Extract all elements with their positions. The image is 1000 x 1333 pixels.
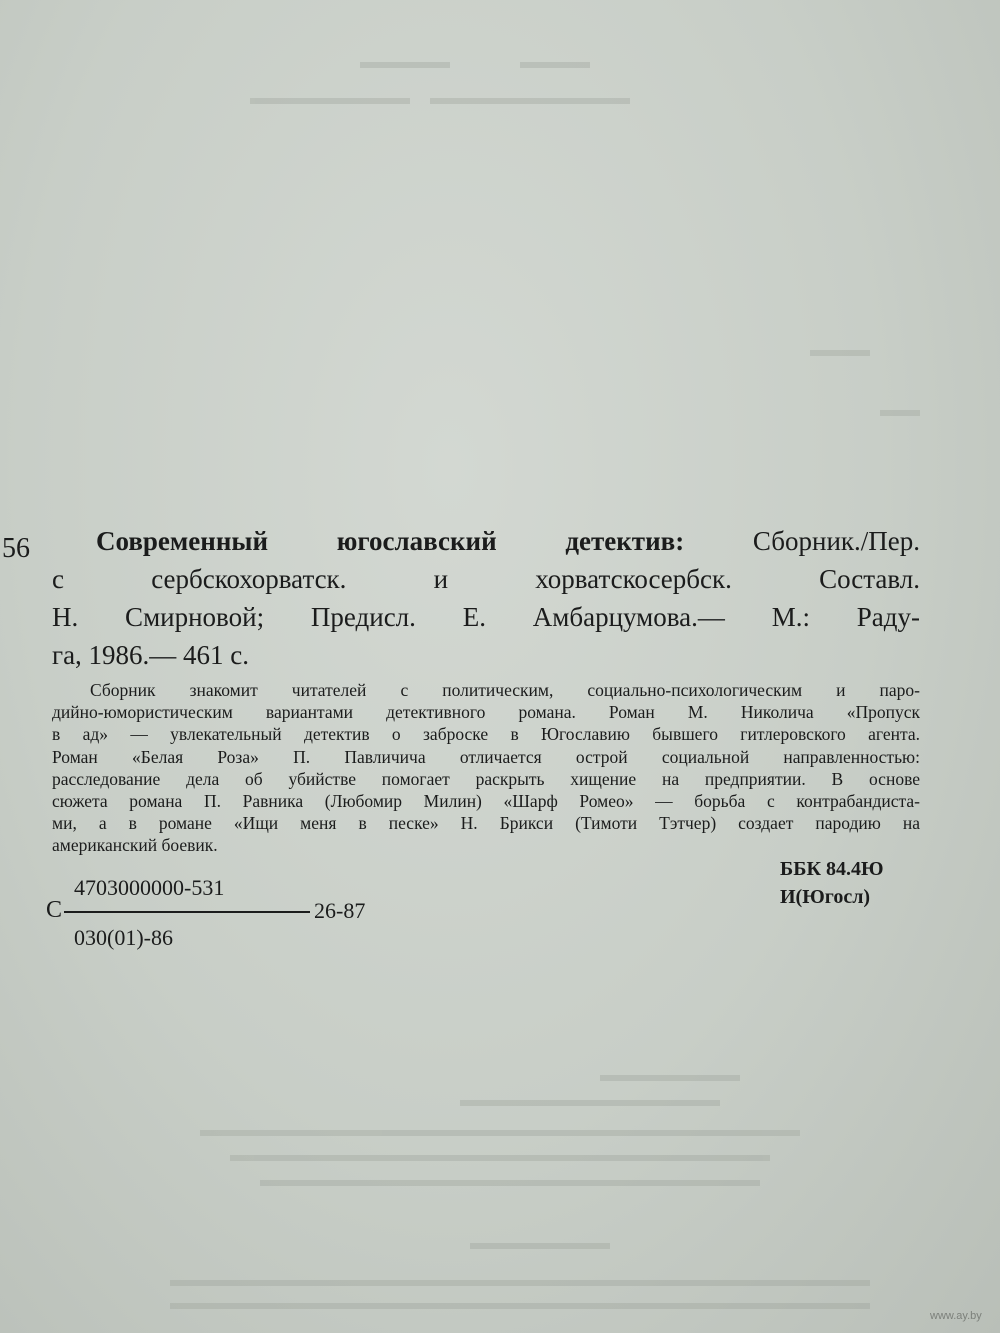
annotation-line: расследование дела об убийстве помогает раскрыть хищение на предприятии. В основе: [52, 768, 920, 789]
catalog-numerator: 4703000000-531: [74, 875, 225, 900]
catalog-letter: С: [46, 897, 63, 923]
bbk-code: ББК 84.4Ю: [780, 858, 884, 880]
catalog-suffix: 26-87: [314, 898, 366, 923]
annotation-line: сюжета романа П. Равника (Любомир Милин) «Шарф Ромео» — борьба с контрабандиста-: [52, 791, 920, 812]
annotation-line: в ад» — увлекательный детектив о заброске в Югославию бывшего гитлеровского агента.: [52, 724, 920, 745]
annotation-line: американский боевик.: [52, 835, 218, 856]
annotation-line: ми, а в романе «Ищи меня в песке» Н. Брикси (Тимоти Тэтчер) создает пародию на: [52, 813, 920, 834]
annotation-line: Сборник знакомит читателей с политическим, социально-психологическим и паро-: [90, 680, 920, 700]
margin-number: 56: [2, 533, 30, 564]
citation-text: Сборник./Пер.: [684, 526, 921, 556]
annotation-line: дийно-юмористическим вариантами детективного романа. Роман М. Николича «Пропуск: [52, 702, 920, 723]
annotation-line: Роман «Белая Роза» П. Павличича отличается острой социальной направленностью:: [52, 746, 920, 767]
catalog-denominator: 030(01)-86: [74, 925, 173, 950]
citation-line: с сербскохорватск. и хорватскосербск. Составл.: [52, 564, 920, 594]
citation-line: га, 1986.— 461 с.: [52, 640, 250, 670]
citation-line: Н. Смирновой; Предисл. Е. Амбарцумова.— М.: Раду-: [52, 602, 920, 632]
site-watermark: www.ay.by: [930, 1310, 982, 1322]
bbk-index: И(Югосл): [780, 886, 871, 908]
book-title: Современный югославский детектив:: [96, 526, 685, 556]
